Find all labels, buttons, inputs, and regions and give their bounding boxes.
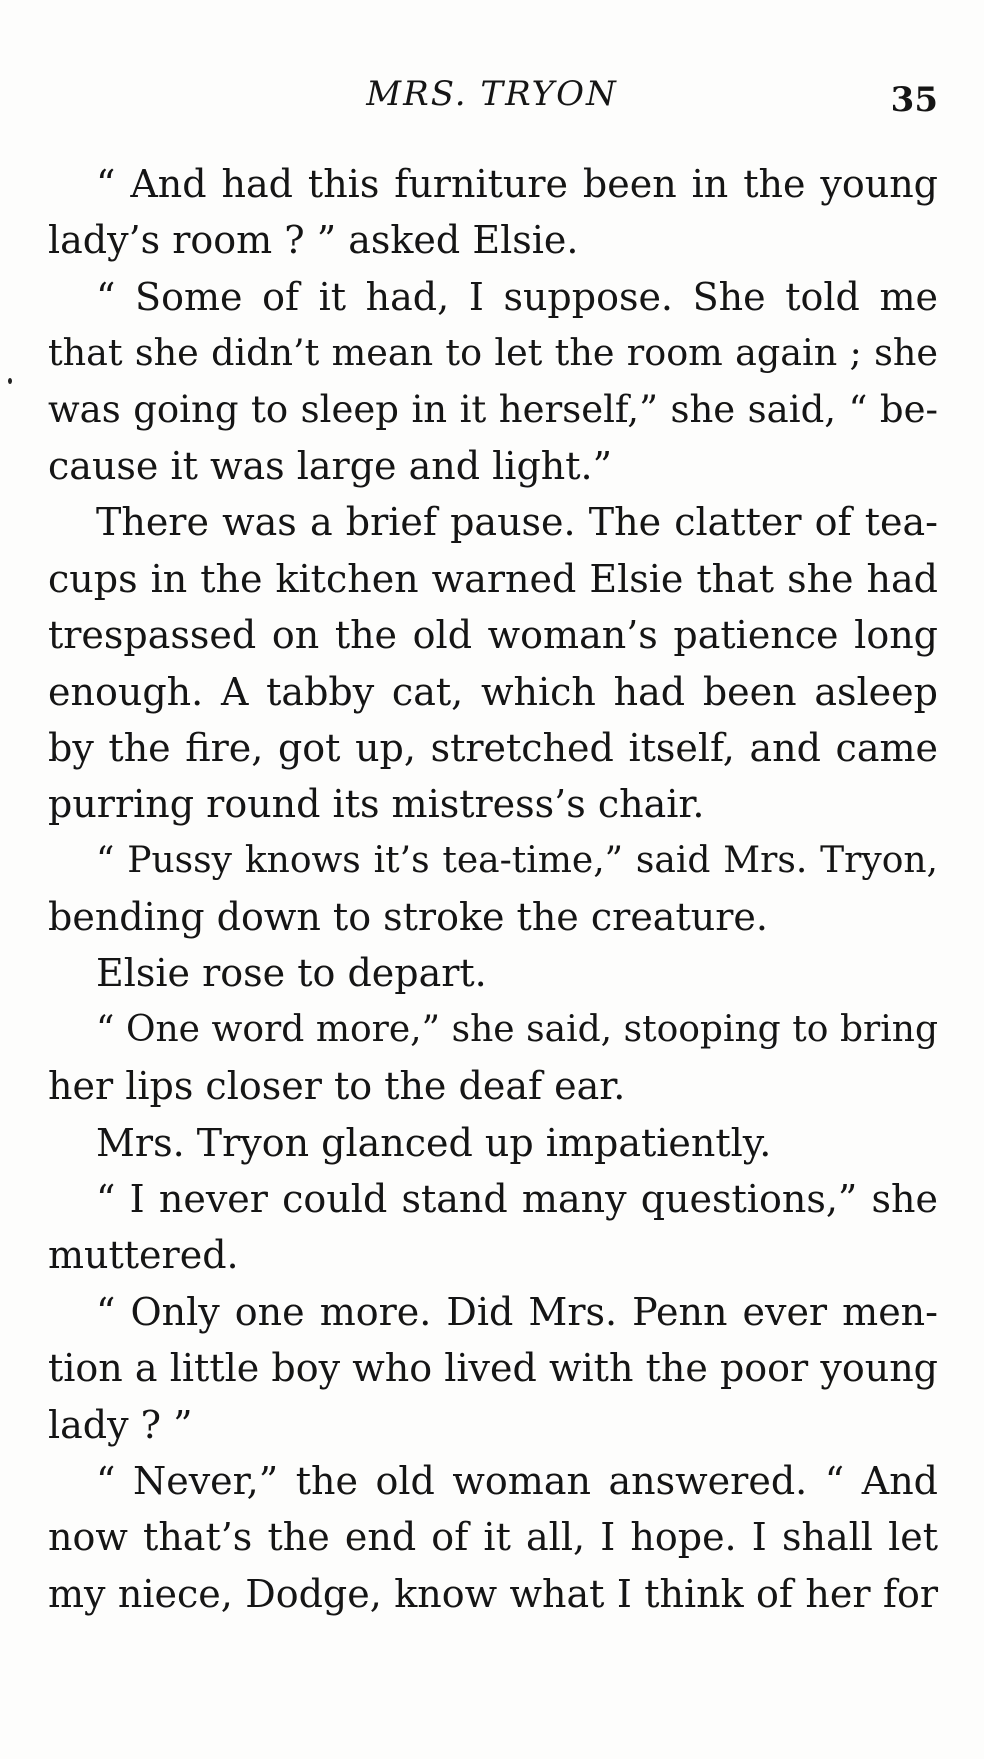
running-title: MRS. TRYON (366, 74, 618, 114)
text-line: “ Never,” the old woman answered. “ And (96, 1458, 938, 1503)
running-head (0, 74, 984, 124)
text-line: “ One word more,” she said, stooping to bring (96, 1008, 938, 1050)
text-line: was going to sleep in it herself,” she said, “ be- (48, 387, 938, 431)
body-text (48, 156, 938, 1622)
text-line: enough. A tabby cat, which had been asleep (48, 669, 938, 714)
text-line: bending down to stroke the creature. (48, 895, 768, 940)
text-line: “ Only one more. Did Mrs. Penn ever men- (96, 1289, 938, 1334)
text-line: cause it was large and light.” (48, 443, 613, 488)
text-line: Elsie rose to depart. (96, 951, 487, 996)
text-line: cups in the kitchen warned Elsie that she had (48, 556, 938, 601)
text-line: trespassed on the old woman’s patience long (48, 613, 938, 658)
text-line: “ Some of it had, I suppose. She told me (96, 274, 938, 319)
text-line: muttered. (48, 1233, 239, 1278)
text-line: that she didn’t mean to let the room again ; she (48, 331, 938, 375)
text-line: now that’s the end of it all, I hope. I shall let (48, 1515, 938, 1560)
text-line: my niece, Dodge, know what I think of her for (48, 1571, 938, 1616)
text-line: “ Pussy knows it’s tea-time,” said Mrs. Tryon, (96, 839, 938, 881)
text-line: “ I never could stand many questions,” she (96, 1177, 938, 1222)
text-line: “ And had this furniture been in the young (96, 162, 938, 206)
text-line: There was a brief pause. The clatter of tea- (96, 500, 938, 545)
text-line: her lips closer to the deaf ear. (48, 1064, 626, 1109)
text-line: lady’s room ? ” asked Elsie. (48, 218, 579, 263)
text-line: by the fire, got up, stretched itself, and came (48, 725, 938, 770)
margin-speck (8, 378, 12, 384)
text-line: tion a little boy who lived with the poor young (48, 1346, 938, 1391)
text-line: Mrs. Tryon glanced up impatiently. (96, 1120, 772, 1165)
text-line: purring round its mistress’s chair. (48, 782, 705, 827)
page-number: 35 (890, 80, 938, 120)
text-line: lady ? ” (48, 1402, 193, 1447)
